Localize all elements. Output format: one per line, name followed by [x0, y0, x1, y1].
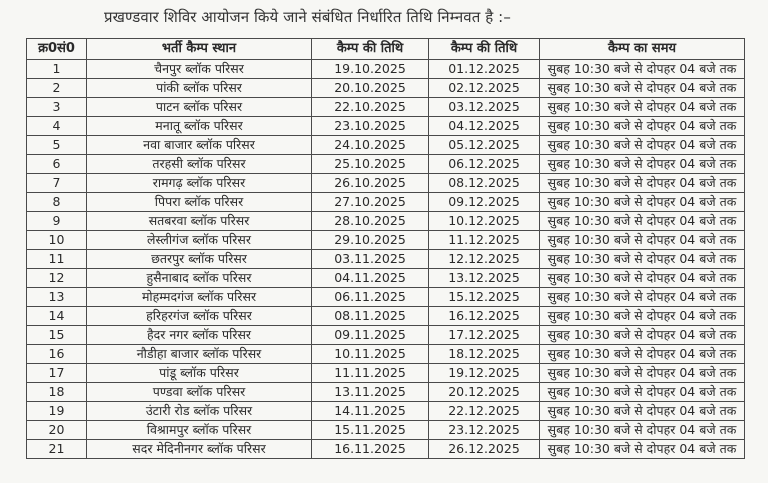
cell-camp-date-1: 23.10.2025: [312, 117, 429, 136]
table-row: [27, 383, 745, 402]
cell-serial-number: 12: [27, 269, 87, 288]
cell-serial-number: 18: [27, 383, 87, 402]
cell-camp-place: रामगढ़ ब्लॉक परिसर: [87, 174, 312, 193]
cell-camp-place: हैदर नगर ब्लॉक परिसर: [87, 326, 312, 345]
cell-serial-number: 20: [27, 421, 87, 440]
cell-camp-time: सुबह 10:30 बजे से दोपहर 04 बजे तक: [540, 402, 745, 421]
cell-camp-date-2: 01.12.2025: [429, 60, 540, 79]
cell-camp-time: सुबह 10:30 बजे से दोपहर 04 बजे तक: [540, 60, 745, 79]
table-row: [27, 345, 745, 364]
cell-camp-time: सुबह 10:30 बजे से दोपहर 04 बजे तक: [540, 212, 745, 231]
cell-camp-place: चैनपुर ब्लॉक परिसर: [87, 60, 312, 79]
cell-camp-date-1: 14.11.2025: [312, 402, 429, 421]
cell-camp-time: सुबह 10:30 बजे से दोपहर 04 बजे तक: [540, 364, 745, 383]
cell-camp-date-2: 15.12.2025: [429, 288, 540, 307]
cell-serial-number: 3: [27, 98, 87, 117]
cell-camp-place: उंटारी रोड ब्लॉक परिसर: [87, 402, 312, 421]
table-row: [27, 60, 745, 79]
cell-camp-place: हुसैनाबाद ब्लॉक परिसर: [87, 269, 312, 288]
cell-camp-date-1: 11.11.2025: [312, 364, 429, 383]
cell-camp-place: मनातू ब्लॉक परिसर: [87, 117, 312, 136]
table-row: [27, 288, 745, 307]
cell-camp-time: सुबह 10:30 बजे से दोपहर 04 बजे तक: [540, 307, 745, 326]
cell-camp-date-2: 11.12.2025: [429, 231, 540, 250]
table-row: [27, 402, 745, 421]
cell-camp-time: सुबह 10:30 बजे से दोपहर 04 बजे तक: [540, 288, 745, 307]
cell-serial-number: 13: [27, 288, 87, 307]
cell-serial-number: 7: [27, 174, 87, 193]
cell-camp-date-2: 05.12.2025: [429, 136, 540, 155]
table-row: [27, 364, 745, 383]
table-row: [27, 79, 745, 98]
cell-serial-number: 6: [27, 155, 87, 174]
cell-serial-number: 9: [27, 212, 87, 231]
cell-camp-time: सुबह 10:30 बजे से दोपहर 04 बजे तक: [540, 326, 745, 345]
cell-camp-date-2: 02.12.2025: [429, 79, 540, 98]
cell-camp-date-1: 10.11.2025: [312, 345, 429, 364]
cell-serial-number: 14: [27, 307, 87, 326]
cell-camp-date-2: 06.12.2025: [429, 155, 540, 174]
cell-camp-date-2: 17.12.2025: [429, 326, 540, 345]
cell-serial-number: 1: [27, 60, 87, 79]
table-row: [27, 136, 745, 155]
cell-camp-date-1: 28.10.2025: [312, 212, 429, 231]
intro-text: प्रखण्डवार शिविर आयोजन किये जाने संबंधित निर्धारित तिथि निम्नवत है :–: [104, 8, 511, 26]
cell-camp-date-2: 09.12.2025: [429, 193, 540, 212]
cell-camp-time: सुबह 10:30 बजे से दोपहर 04 बजे तक: [540, 383, 745, 402]
cell-camp-date-2: 16.12.2025: [429, 307, 540, 326]
cell-camp-time: सुबह 10:30 बजे से दोपहर 04 बजे तक: [540, 174, 745, 193]
cell-serial-number: 2: [27, 79, 87, 98]
cell-serial-number: 15: [27, 326, 87, 345]
cell-serial-number: 5: [27, 136, 87, 155]
cell-camp-date-1: 13.11.2025: [312, 383, 429, 402]
cell-camp-date-1: 29.10.2025: [312, 231, 429, 250]
table-row: [27, 440, 745, 459]
cell-camp-date-1: 15.11.2025: [312, 421, 429, 440]
cell-camp-date-1: 27.10.2025: [312, 193, 429, 212]
cell-camp-date-2: 20.12.2025: [429, 383, 540, 402]
cell-camp-place: नौडीहा बाजार ब्लॉक परिसर: [87, 345, 312, 364]
cell-camp-date-2: 22.12.2025: [429, 402, 540, 421]
camp-schedule-table: [26, 38, 745, 459]
cell-camp-time: सुबह 10:30 बजे से दोपहर 04 बजे तक: [540, 117, 745, 136]
header-camp-place: भर्ती कैम्प स्थान: [87, 39, 312, 60]
cell-camp-place: तरहसी ब्लॉक परिसर: [87, 155, 312, 174]
cell-camp-time: सुबह 10:30 बजे से दोपहर 04 बजे तक: [540, 421, 745, 440]
cell-camp-time: सुबह 10:30 बजे से दोपहर 04 बजे तक: [540, 345, 745, 364]
cell-camp-date-1: 20.10.2025: [312, 79, 429, 98]
cell-camp-date-2: 19.12.2025: [429, 364, 540, 383]
cell-camp-time: सुबह 10:30 बजे से दोपहर 04 बजे तक: [540, 440, 745, 459]
table-row: [27, 231, 745, 250]
header-camp-date-2: कैम्प की तिथि: [429, 39, 540, 60]
cell-serial-number: 10: [27, 231, 87, 250]
cell-camp-time: सुबह 10:30 बजे से दोपहर 04 बजे तक: [540, 231, 745, 250]
cell-camp-date-2: 03.12.2025: [429, 98, 540, 117]
table-row: [27, 250, 745, 269]
cell-serial-number: 8: [27, 193, 87, 212]
cell-camp-date-1: 16.11.2025: [312, 440, 429, 459]
table-row: [27, 326, 745, 345]
cell-camp-date-1: 25.10.2025: [312, 155, 429, 174]
cell-camp-date-1: 08.11.2025: [312, 307, 429, 326]
cell-serial-number: 19: [27, 402, 87, 421]
cell-camp-time: सुबह 10:30 बजे से दोपहर 04 बजे तक: [540, 269, 745, 288]
header-serial-number: क्र0सं0: [27, 39, 87, 60]
table-row: [27, 421, 745, 440]
cell-camp-place: छतरपुर ब्लॉक परिसर: [87, 250, 312, 269]
cell-camp-time: सुबह 10:30 बजे से दोपहर 04 बजे तक: [540, 98, 745, 117]
cell-camp-place: पण्डवा ब्लॉक परिसर: [87, 383, 312, 402]
cell-camp-place: मोहम्मदगंज ब्लॉक परिसर: [87, 288, 312, 307]
cell-camp-place: विश्रामपुर ब्लॉक परिसर: [87, 421, 312, 440]
cell-camp-date-2: 23.12.2025: [429, 421, 540, 440]
cell-camp-date-1: 03.11.2025: [312, 250, 429, 269]
cell-camp-date-1: 26.10.2025: [312, 174, 429, 193]
table-row: [27, 212, 745, 231]
cell-camp-date-2: 10.12.2025: [429, 212, 540, 231]
table-row: [27, 193, 745, 212]
table-row: [27, 269, 745, 288]
cell-camp-time: सुबह 10:30 बजे से दोपहर 04 बजे तक: [540, 193, 745, 212]
cell-camp-time: सुबह 10:30 बजे से दोपहर 04 बजे तक: [540, 136, 745, 155]
cell-camp-place: लेस्लीगंज ब्लॉक परिसर: [87, 231, 312, 250]
cell-camp-time: सुबह 10:30 बजे से दोपहर 04 बजे तक: [540, 155, 745, 174]
cell-camp-date-1: 22.10.2025: [312, 98, 429, 117]
cell-serial-number: 16: [27, 345, 87, 364]
table-row: [27, 155, 745, 174]
cell-camp-place: हरिहरगंज ब्लॉक परिसर: [87, 307, 312, 326]
cell-camp-date-2: 13.12.2025: [429, 269, 540, 288]
cell-camp-time: सुबह 10:30 बजे से दोपहर 04 बजे तक: [540, 79, 745, 98]
cell-camp-date-2: 26.12.2025: [429, 440, 540, 459]
cell-serial-number: 11: [27, 250, 87, 269]
cell-camp-date-2: 08.12.2025: [429, 174, 540, 193]
cell-camp-place: पांकी ब्लॉक परिसर: [87, 79, 312, 98]
cell-camp-time: सुबह 10:30 बजे से दोपहर 04 बजे तक: [540, 250, 745, 269]
table-row: [27, 98, 745, 117]
cell-camp-place: पाटन ब्लॉक परिसर: [87, 98, 312, 117]
header-camp-date-1: कैम्प की तिथि: [312, 39, 429, 60]
cell-camp-date-2: 18.12.2025: [429, 345, 540, 364]
cell-serial-number: 21: [27, 440, 87, 459]
cell-camp-place: सतबरवा ब्लॉक परिसर: [87, 212, 312, 231]
header-camp-time: कैम्प का समय: [540, 39, 745, 60]
cell-camp-place: सदर मेदिनीनगर ब्लॉक परिसर: [87, 440, 312, 459]
table-row: [27, 117, 745, 136]
cell-camp-date-1: 24.10.2025: [312, 136, 429, 155]
cell-camp-date-1: 19.10.2025: [312, 60, 429, 79]
cell-camp-date-1: 09.11.2025: [312, 326, 429, 345]
table-row: [27, 174, 745, 193]
cell-camp-date-1: 04.11.2025: [312, 269, 429, 288]
cell-camp-date-2: 12.12.2025: [429, 250, 540, 269]
cell-serial-number: 4: [27, 117, 87, 136]
cell-camp-date-2: 04.12.2025: [429, 117, 540, 136]
cell-camp-place: नवा बाजार ब्लॉक परिसर: [87, 136, 312, 155]
cell-camp-place: पांडू ब्लॉक परिसर: [87, 364, 312, 383]
cell-camp-place: पिपरा ब्लॉक परिसर: [87, 193, 312, 212]
table-row: [27, 307, 745, 326]
table-header-row: [27, 39, 745, 60]
cell-camp-date-1: 06.11.2025: [312, 288, 429, 307]
cell-serial-number: 17: [27, 364, 87, 383]
